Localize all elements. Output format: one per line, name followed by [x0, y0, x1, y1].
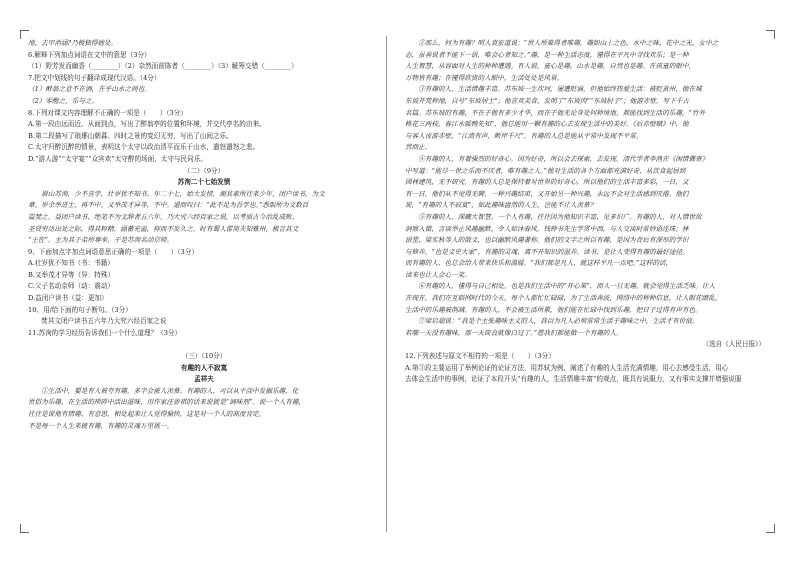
right-text-line: 与客人夜游赤壁，“江流有声，断岸千尺”，有趣的人总是能从平常中发现不平常。 — [405, 131, 643, 140]
left-text-line: C.太守归醉沉醉的情景，表明这个太守以政治清平而乐于山水，遣怒遣怒之悲。 — [28, 143, 260, 152]
right-text-line: 去体会生活中的事例，论证了本段开头“有趣的人，生活情趣丰富”的观点，既具有说服力，又有事实支撑并增强说服 — [405, 375, 742, 384]
right-text-line: ⑥有趣的人，懂得与自己相处。也是我们生活中的“开心果”，而人一旦无趣，就会觉得生活乏味。让人 — [418, 282, 716, 291]
right-text-line: 洞察入微，言谈举止风趣幽默，令人如沐春风。钱钟书先生学贯中西，与人交谈时常妙语连珠；林 — [405, 224, 689, 233]
left-text-line — [28, 339, 380, 351]
right-text-line: 说，“有趣的人不寂寞”，如此趣味盎然的人生，岂能不让人羡慕？ — [405, 201, 597, 210]
left-text-line: D.益闭户读书（益：更加） — [28, 294, 108, 303]
right-text-line: 态，虽善说者不能下一语，唯会心者知之。”趣，是一种生活态度，懂得在平凡中寻找欢乐；是一种 — [405, 50, 689, 59]
left-text-line: 眉山苏洵，少不喜学，壮岁犹不知书。年二十七，始大发愤，谢其素所往来少年，闭户读书，为文 — [41, 189, 325, 198]
right-text-line: 在现在，我们在互联网时代的今天，每个人都忙忙碌碌，为了生活奔波，网络中的种种信息，让人眼花缭乱， — [405, 294, 722, 303]
right-text-line: 12.下列表述与原文不相符的一项是（ ）（3分） — [405, 352, 555, 361]
left-text-line: 7.把文中划线的句子翻译成现代汉语。（4分） — [28, 73, 161, 82]
right-text-line: A.第③段主要运用了举例论证的论证方法，用苏轼为例，阐述了有趣的人生活充满情趣，用心去感受生活，用心 — [405, 363, 729, 372]
left-text-line: ①生活中，要是有人被夸有趣，多半会被人羡慕。有趣的人，可以从平淡中发掘乐趣，化 — [41, 386, 299, 395]
right-text-line: （选自《人民日报》） — [702, 340, 765, 349]
right-text-line: 中写道：“能尽一世之乐而不厌者，唯有趣之人。”他对生活的各个方面都充满好奇，从饮食起居到 — [405, 166, 686, 175]
left-text-line: （2）零醒之，乐与之。 — [28, 96, 99, 105]
right-text-line: 桃花三两枝，春江水暖鸭先知”，他总能用一颗有趣的心去发现生活中的美好。《后赤壁赋》中，他 — [405, 120, 689, 129]
right-text-line: ⑦梁启超说：“我是个主张趣味主义的人，我以为凡人必须常常生活于趣味之中，生活才有价值。 — [418, 317, 699, 326]
left-text-line: A.第一段由远而近、从面到点，写出了醉翁亭的位置和环境，并交代亭名的由来。 — [28, 120, 266, 129]
left-column — [28, 38, 380, 432]
left-text-line: 不是每一个人生来就有趣，有趣的灵魂万里挑一。 — [28, 421, 174, 430]
left-text-line: 章。岁余举进士，再不中。又举茂才异等，不中。退而叹曰：“此不足为吾学也。”悉取所为文数百 — [28, 201, 309, 210]
right-text-line: 万物皆有趣；在懂得欣赏的人眼中，生活处处是风景。 — [405, 73, 564, 82]
corner-mark — [766, 30, 775, 39]
left-text-line: 有趣的人不寂寞 — [180, 363, 228, 372]
left-text-line: 圣贤穷达出处之际，得其粹精，涵蓄充溢，抑而不发久之。时有蜀人雷简夫知雅州，极言其文 — [28, 224, 299, 233]
right-text-line: 语堂、梁实秋等人的散文，也以幽默风趣著称。他们的文字之所以有趣，是因为背后有深厚的学识 — [405, 236, 689, 245]
right-text-line: 然而止。 — [405, 143, 432, 152]
left-text-line: （二）（9分） — [183, 166, 225, 175]
left-text-line: 11.苏洵的学习经历告诉我们一个什么道理？（3分） — [28, 328, 182, 337]
left-text-line: 10、用/给下面的句子断句。（3分） — [28, 305, 132, 314]
right-text-line: 若哪一天没有趣味，那一天简直就像白过了。”愿我们都能做一个有趣的人。 — [405, 328, 623, 337]
right-text-line: 有一日，他们从不觉得无聊，一种兴趣结束，又开始另一种兴趣，永远不会对生活感到厌倦。他们 — [405, 189, 689, 198]
left-text-line: （1）野芳发而幽香（________）（2）杂然而前陈者（________）（3）觥筹交错（________） — [28, 62, 298, 71]
right-text-line: ③有趣的人，生活情趣丰富。苏东坡一生坎坷，屡遭贬谪，但他始终热爱生活：被贬黄州，他在城 — [418, 85, 702, 94]
left-text-line: （三）（10分） — [181, 352, 227, 361]
left-text-line: 焚其文闭户读书五六年乃大究六经百家之说 — [28, 317, 167, 326]
left-text-line: C.父子名动京师（动：震动） — [28, 282, 115, 291]
right-text-line: 读来也让人会心一笑。 — [405, 270, 471, 279]
right-text-line: 人生智慧，从容面对人生的种种遭遇。有人说，童心是趣，山水是趣，自然也是趣。在孩童的眼中， — [405, 62, 696, 71]
left-text-line: 地，去甲消涵?乃极独得她处。 — [28, 39, 118, 47]
right-text-line: 东坡开荒种地，自号“东坡居士”；他喜欢美食，发明了“东坡肉”“东坡肘子”；他游赤壁，写下千古 — [405, 96, 689, 105]
right-text-line: 与修养。“也是文史大家”，有趣的灵魂，离不开知识的滋养。读书，是让人变得有趣的最好途径。 — [405, 247, 689, 256]
left-text-line: 6.解释下列加点词语在文中的意思（3分） — [28, 50, 151, 59]
left-text-line: “王佐”。主为其子弟所尊奉，于是苏洵名动京师。 — [28, 236, 174, 245]
left-text-line: D.“游人游”“太守宴””众宾欢“太守醉的场面，太守与民同乐。 — [28, 154, 208, 163]
right-text-line: ②那么，何为有趣？明人袁宏道说：“世人所难得者唯趣。趣如山上之色，水中之味，花中之光，女中之 — [418, 39, 719, 47]
column-divider — [386, 36, 387, 532]
left-text-line: 孟祥夫 — [194, 375, 214, 384]
left-text-line: A.壮岁犹不知书（书：书籍） — [28, 259, 114, 268]
left-text-line: 8.下列对课文内容理解不正确的一项是（ ）（3分） — [28, 108, 187, 117]
left-text-line: 世俗为乐趣，在生活的琐碎中活出滋味，用作家汪曾祺的话来说就是“调味剂”。说一个人有趣， — [28, 398, 306, 407]
left-text-line: 9、下面加点字加点词语意思正确的一项是（ ）（3分） — [28, 247, 198, 256]
corner-mark — [766, 524, 775, 533]
left-text-line: 篇焚之。益闭户读书，绝笔不为文辞者五六年。乃大究六经百家之说，以考质古今治乱成败、 — [28, 212, 299, 221]
left-text-line: 往往是说他有情趣、有意思，相处起来让人觉得愉快，这是对一个人的高度肯定。 — [28, 410, 266, 418]
left-text-line: B.又举茂才异等（异：特殊） — [28, 270, 115, 279]
left-text-line: B.第二段描写了琅琊山朝暮、四时之景的变幻无穷，写出了山间之乐。 — [28, 131, 233, 140]
right-text-line: ④有趣的人，有着强烈的好奇心。因为好奇，所以会去探索，去发现。清代学者李渔在《闲情偶寄》 — [418, 154, 709, 163]
corner-mark — [20, 524, 29, 533]
right-text-line: 而有趣的人，也总会给人带来快乐和温暖。“我们都是凡人，就这样平凡一点吧。”这样的话， — [405, 259, 673, 268]
left-text-line: （1）醉翁之意不在酒，在乎山水之间也。 — [28, 85, 151, 94]
left-text-line: 苏洵二十七始发愤 — [177, 178, 231, 187]
right-text-line: 园林建筑，无不研究。有趣的人总是保持着对世界的好奇心，所以他们的生活丰富多彩，一日，又 — [405, 178, 689, 187]
right-column — [405, 38, 765, 386]
right-text-line: ⑤有趣的人，深藏大智慧。一个人有趣，往往因为他知识丰富、见多识广。有趣的人，对人情世故 — [418, 212, 702, 221]
right-text-line: 生活中的乐趣被削减。有趣的人，不会被生活所累，他们能在忙碌中找到乐趣，把日子过得有声有色。 — [405, 305, 702, 314]
right-text-line: 名篇。苏东坡的有趣，不在于他有多少才华，而在于他无论身处何种境地，都能找到生活的乐趣，“竹外 — [405, 108, 706, 117]
